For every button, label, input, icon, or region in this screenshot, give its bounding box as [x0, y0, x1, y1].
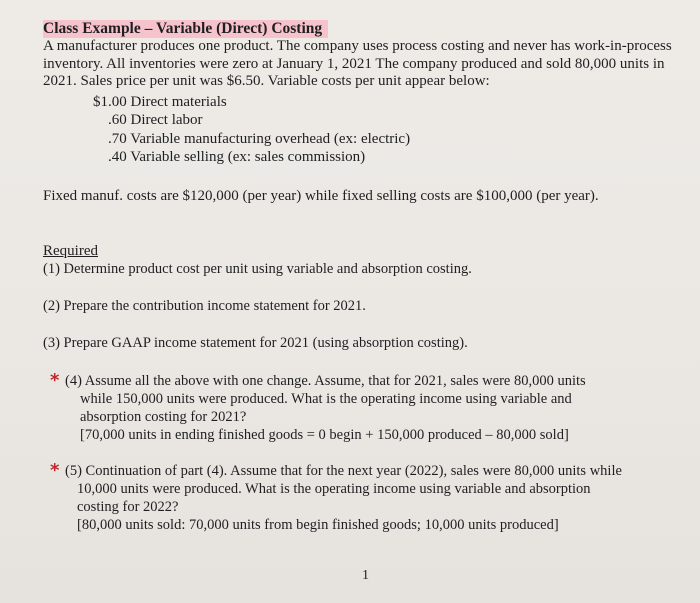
requirement-4	[65, 372, 695, 444]
cost-amount: .40	[108, 149, 127, 165]
requirement-4-line-2: while 150,000 units were produced. What is the operating income using variable and	[80, 391, 572, 407]
cost-label: Variable manufacturing overhead (ex: electric)	[130, 131, 411, 147]
cost-item-direct-materials	[93, 94, 227, 111]
requirement-2: (2) Prepare the contribution income statement for 2021.	[43, 298, 366, 314]
cost-amount: $1.00	[93, 94, 127, 110]
requirement-5	[65, 462, 695, 534]
requirement-5-note: [80,000 units sold: 70,000 units from begin finished goods; 10,000 units produced]	[77, 517, 559, 533]
cost-item-variable-overhead	[108, 131, 410, 148]
requirement-1: (1) Determine product cost per unit using variable and absorption costing.	[43, 261, 472, 277]
star-icon: *	[50, 370, 60, 391]
document-title: Class Example – Variable (Direct) Costing	[43, 20, 328, 38]
requirement-5-line-3: costing for 2022?	[77, 499, 179, 515]
fixed-costs-text: Fixed manuf. costs are $120,000 (per year) while fixed selling costs are $100,000 (per year).	[43, 188, 599, 204]
requirement-5-line-2: 10,000 units were produced. What is the operating income using variable and absorption	[77, 481, 591, 497]
page-number: 1	[362, 568, 369, 583]
required-heading: Required	[43, 243, 98, 259]
requirement-3: (3) Prepare GAAP income statement for 2021 (using absorption costing).	[43, 335, 468, 351]
cost-amount: .60	[108, 112, 127, 128]
requirement-4-note: [70,000 units in ending finished goods = 0 begin + 150,000 produced – 80,000 sold]	[80, 427, 569, 443]
requirement-4-line-1: (4) Assume all the above with one change. Assume, that for 2021, sales were 80,000 units	[65, 373, 586, 389]
cost-label: Variable selling (ex: sales commission)	[130, 149, 366, 165]
cost-label: Direct labor	[130, 112, 203, 128]
requirement-4-line-3: absorption costing for 2021?	[80, 409, 247, 425]
cost-label: Direct materials	[130, 94, 227, 110]
intro-paragraph: A manufacturer produces one product. The company uses process costing and never has work-in-process inventory. All inventories were zero at January 1, 2021 The company produced and sold 80,000 units in 2021. Sales price per unit was $6.50. Variable costs per unit appear below:	[43, 38, 672, 89]
cost-item-direct-labor	[108, 112, 203, 129]
requirement-5-line-1: (5) Continuation of part (4). Assume that for the next year (2022), sales were 80,000 units while	[65, 463, 622, 479]
cost-amount: .70	[108, 131, 127, 147]
cost-item-variable-selling	[108, 149, 365, 166]
star-icon: *	[50, 460, 60, 481]
